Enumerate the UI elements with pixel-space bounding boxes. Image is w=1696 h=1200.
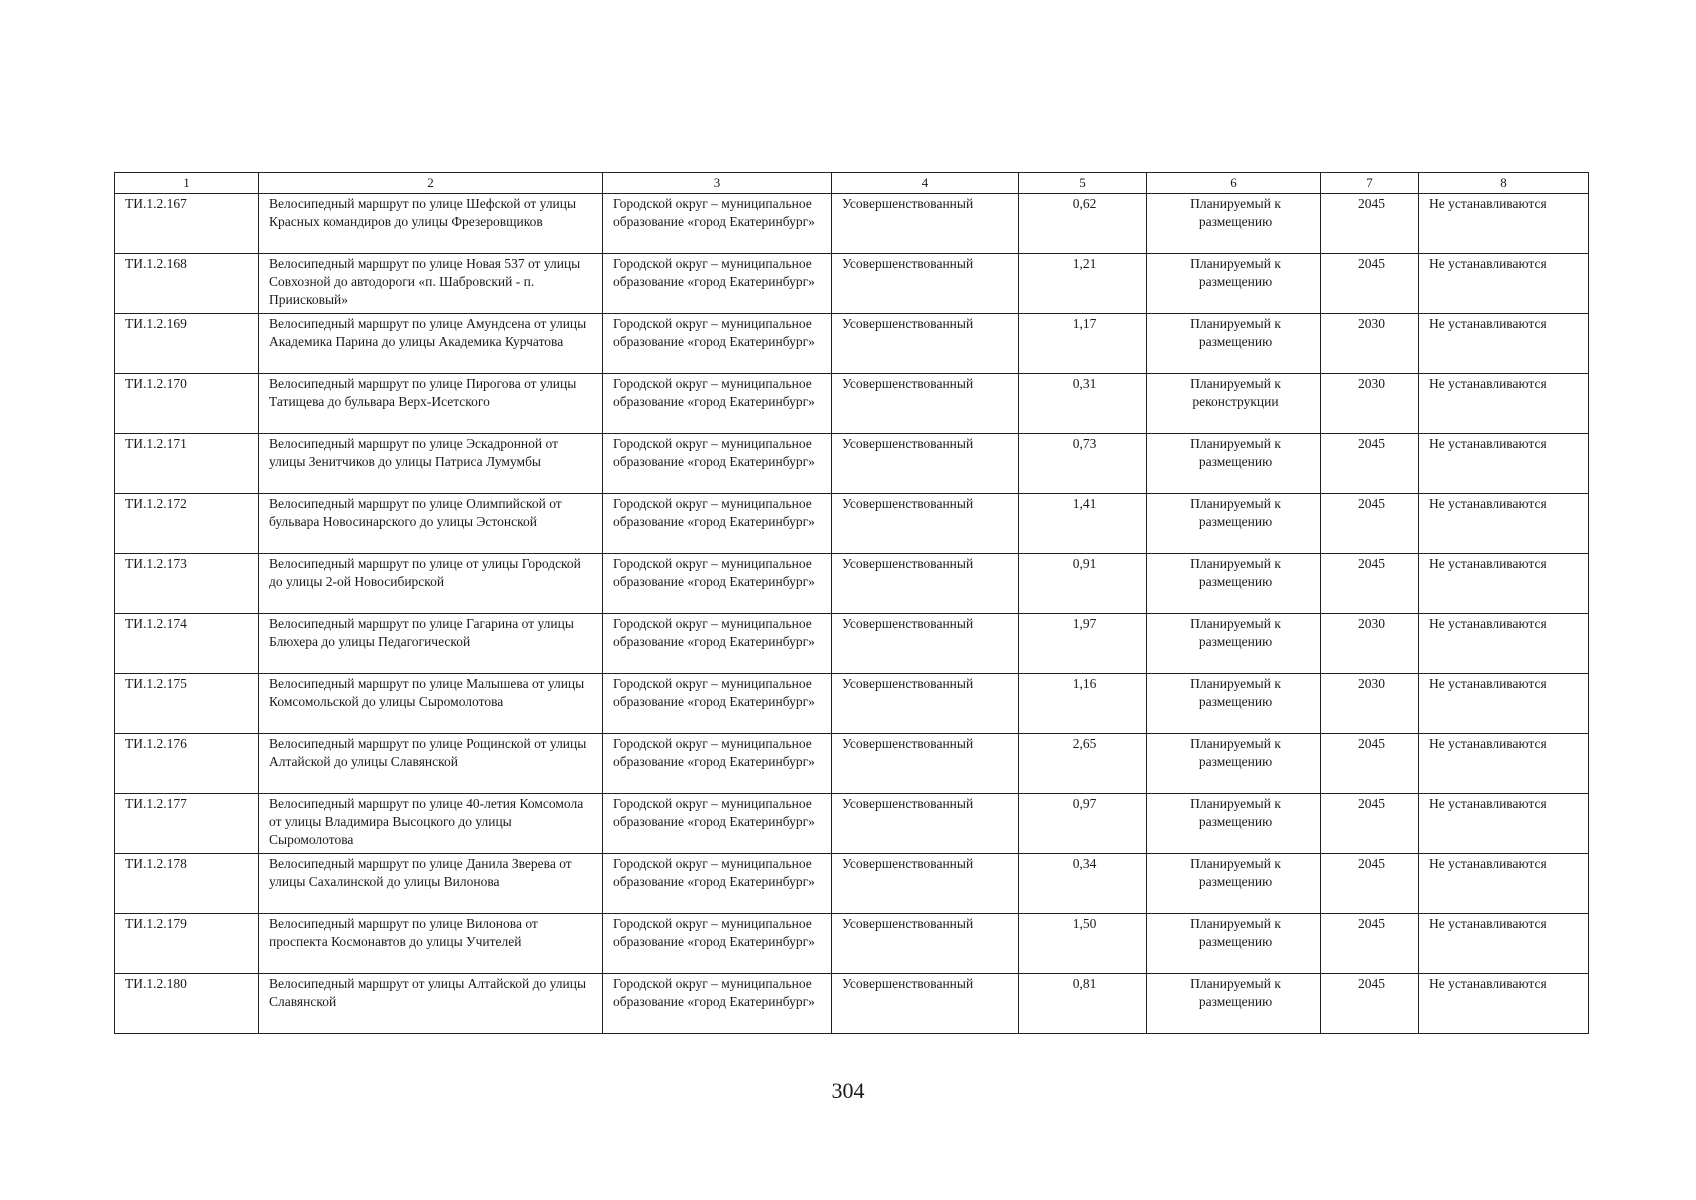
municipality-cell: Городской округ – муниципальное образование «город Екатеринбург» [603,554,832,614]
year-cell: 2045 [1321,434,1419,494]
column-header-4: 4 [832,173,1019,194]
status-cell: Планируемый к размещению [1147,194,1321,254]
year-cell: 2045 [1321,914,1419,974]
table-row [115,434,1589,494]
route-name-cell: Велосипедный маршрут по улице 40-летия Комсомола от улицы Владимира Высоцкого до улицы Сыромолотова [259,794,603,854]
type-cell: Усовершенствованный [832,254,1019,314]
route-name-cell: Велосипедный маршрут по улице Амундсена от улицы Академика Парина до улицы Академика Курчатова [259,314,603,374]
route-name-cell: Велосипедный маршрут по улице Пирогова от улицы Татищева до бульвара Верх-Исетского [259,374,603,434]
municipality-cell: Городской округ – муниципальное образование «город Екатеринбург» [603,974,832,1034]
year-cell: 2045 [1321,254,1419,314]
zones-cell: Не устанавливаются [1419,614,1589,674]
zones-cell: Не устанавливаются [1419,194,1589,254]
status-cell: Планируемый к размещению [1147,794,1321,854]
type-cell: Усовершенствованный [832,434,1019,494]
column-header-2: 2 [259,173,603,194]
status-cell: Планируемый к реконструкции [1147,374,1321,434]
municipality-cell: Городской округ – муниципальное образование «город Екатеринбург» [603,194,832,254]
zones-cell: Не устанавливаются [1419,314,1589,374]
zones-cell: Не устанавливаются [1419,494,1589,554]
table-row [115,734,1589,794]
route-name-cell: Велосипедный маршрут по улице Рощинской от улицы Алтайской до улицы Славянской [259,734,603,794]
column-header-7: 7 [1321,173,1419,194]
length-cell: 0,97 [1019,794,1147,854]
status-cell: Планируемый к размещению [1147,554,1321,614]
year-cell: 2045 [1321,794,1419,854]
municipality-cell: Городской округ – муниципальное образование «город Екатеринбург» [603,914,832,974]
status-cell: Планируемый к размещению [1147,914,1321,974]
table-row [115,194,1589,254]
municipality-cell: Городской округ – муниципальное образование «город Екатеринбург» [603,854,832,914]
municipality-cell: Городской округ – муниципальное образование «город Екатеринбург» [603,674,832,734]
zones-cell: Не устанавливаются [1419,734,1589,794]
length-cell: 0,81 [1019,974,1147,1034]
object-code-cell: ТИ.1.2.170 [115,374,259,434]
table-row [115,314,1589,374]
table-row [115,374,1589,434]
page-number: 304 [831,1078,865,1103]
length-cell: 1,16 [1019,674,1147,734]
status-cell: Планируемый к размещению [1147,614,1321,674]
length-cell: 1,50 [1019,914,1147,974]
object-code-cell: ТИ.1.2.174 [115,614,259,674]
route-name-cell: Велосипедный маршрут от улицы Алтайской до улицы Славянской [259,974,603,1034]
length-cell: 0,34 [1019,854,1147,914]
object-code-cell: ТИ.1.2.178 [115,854,259,914]
object-code-cell: ТИ.1.2.169 [115,314,259,374]
table-row [115,494,1589,554]
zones-cell: Не устанавливаются [1419,674,1589,734]
route-name-cell: Велосипедный маршрут по улице Олимпийской от бульвара Новосинарского до улицы Эстонской [259,494,603,554]
status-cell: Планируемый к размещению [1147,494,1321,554]
column-header-6: 6 [1147,173,1321,194]
route-name-cell: Велосипедный маршрут по улице Гагарина от улицы Блюхера до улицы Педагогической [259,614,603,674]
municipality-cell: Городской округ – муниципальное образование «город Екатеринбург» [603,614,832,674]
route-name-cell: Велосипедный маршрут по улице Вилонова от проспекта Космонавтов до улицы Учителей [259,914,603,974]
municipality-cell: Городской округ – муниципальное образование «город Екатеринбург» [603,494,832,554]
type-cell: Усовершенствованный [832,494,1019,554]
object-code-cell: ТИ.1.2.179 [115,914,259,974]
column-header-1: 1 [115,173,259,194]
year-cell: 2045 [1321,854,1419,914]
object-code-cell: ТИ.1.2.175 [115,674,259,734]
length-cell: 0,91 [1019,554,1147,614]
year-cell: 2045 [1321,734,1419,794]
table-header [115,173,1589,194]
status-cell: Планируемый к размещению [1147,434,1321,494]
type-cell: Усовершенствованный [832,794,1019,854]
column-header-8: 8 [1419,173,1589,194]
object-code-cell: ТИ.1.2.167 [115,194,259,254]
municipality-cell: Городской округ – муниципальное образование «город Екатеринбург» [603,254,832,314]
object-code-cell: ТИ.1.2.177 [115,794,259,854]
table-row [115,674,1589,734]
zones-cell: Не устанавливаются [1419,554,1589,614]
route-name-cell: Велосипедный маршрут по улице Данила Зверева от улицы Сахалинской до улицы Вилонова [259,854,603,914]
type-cell: Усовершенствованный [832,914,1019,974]
table-row [115,974,1589,1034]
type-cell: Усовершенствованный [832,194,1019,254]
table-row [115,914,1589,974]
status-cell: Планируемый к размещению [1147,974,1321,1034]
year-cell: 2030 [1321,374,1419,434]
object-code-cell: ТИ.1.2.180 [115,974,259,1034]
route-name-cell: Велосипедный маршрут по улице Новая 537 от улицы Совхозной до автодороги «п. Шабровский - п. Приисковый» [259,254,603,314]
table-row [115,794,1589,854]
status-cell: Планируемый к размещению [1147,734,1321,794]
object-code-cell: ТИ.1.2.171 [115,434,259,494]
column-header-5: 5 [1019,173,1147,194]
zones-cell: Не устанавливаются [1419,974,1589,1034]
type-cell: Усовершенствованный [832,374,1019,434]
length-cell: 2,65 [1019,734,1147,794]
object-code-cell: ТИ.1.2.173 [115,554,259,614]
type-cell: Усовершенствованный [832,614,1019,674]
municipality-cell: Городской округ – муниципальное образование «город Екатеринбург» [603,794,832,854]
zones-cell: Не устанавливаются [1419,794,1589,854]
year-cell: 2030 [1321,674,1419,734]
header-row [115,173,1589,194]
zones-cell: Не устанавливаются [1419,914,1589,974]
year-cell: 2030 [1321,614,1419,674]
route-name-cell: Велосипедный маршрут по улице от улицы Городской до улицы 2-ой Новосибирской [259,554,603,614]
type-cell: Усовершенствованный [832,674,1019,734]
municipality-cell: Городской округ – муниципальное образование «город Екатеринбург» [603,734,832,794]
zones-cell: Не устанавливаются [1419,854,1589,914]
year-cell: 2045 [1321,494,1419,554]
table-row [115,554,1589,614]
year-cell: 2045 [1321,554,1419,614]
length-cell: 0,73 [1019,434,1147,494]
status-cell: Планируемый к размещению [1147,314,1321,374]
object-code-cell: ТИ.1.2.168 [115,254,259,314]
year-cell: 2030 [1321,314,1419,374]
status-cell: Планируемый к размещению [1147,254,1321,314]
length-cell: 1,21 [1019,254,1147,314]
table-body [115,194,1589,1034]
zones-cell: Не устанавливаются [1419,254,1589,314]
year-cell: 2045 [1321,974,1419,1034]
status-cell: Планируемый к размещению [1147,674,1321,734]
type-cell: Усовершенствованный [832,554,1019,614]
type-cell: Усовершенствованный [832,854,1019,914]
table-row [115,614,1589,674]
municipality-cell: Городской округ – муниципальное образование «город Екатеринбург» [603,434,832,494]
type-cell: Усовершенствованный [832,314,1019,374]
length-cell: 1,97 [1019,614,1147,674]
length-cell: 0,62 [1019,194,1147,254]
municipality-cell: Городской округ – муниципальное образование «город Екатеринбург» [603,314,832,374]
object-code-cell: ТИ.1.2.176 [115,734,259,794]
year-cell: 2045 [1321,194,1419,254]
routes-table [114,172,1589,1034]
zones-cell: Не устанавливаются [1419,434,1589,494]
length-cell: 1,17 [1019,314,1147,374]
municipality-cell: Городской округ – муниципальное образование «город Екатеринбург» [603,374,832,434]
table-row [115,254,1589,314]
length-cell: 0,31 [1019,374,1147,434]
table-row [115,854,1589,914]
column-header-3: 3 [603,173,832,194]
type-cell: Усовершенствованный [832,734,1019,794]
route-name-cell: Велосипедный маршрут по улице Эскадронной от улицы Зенитчиков до улицы Патриса Лумумбы [259,434,603,494]
status-cell: Планируемый к размещению [1147,854,1321,914]
zones-cell: Не устанавливаются [1419,374,1589,434]
length-cell: 1,41 [1019,494,1147,554]
object-code-cell: ТИ.1.2.172 [115,494,259,554]
route-name-cell: Велосипедный маршрут по улице Шефской от улицы Красных командиров до улицы Фрезеровщиков [259,194,603,254]
type-cell: Усовершенствованный [832,974,1019,1034]
route-name-cell: Велосипедный маршрут по улице Малышева от улицы Комсомольской до улицы Сыромолотова [259,674,603,734]
